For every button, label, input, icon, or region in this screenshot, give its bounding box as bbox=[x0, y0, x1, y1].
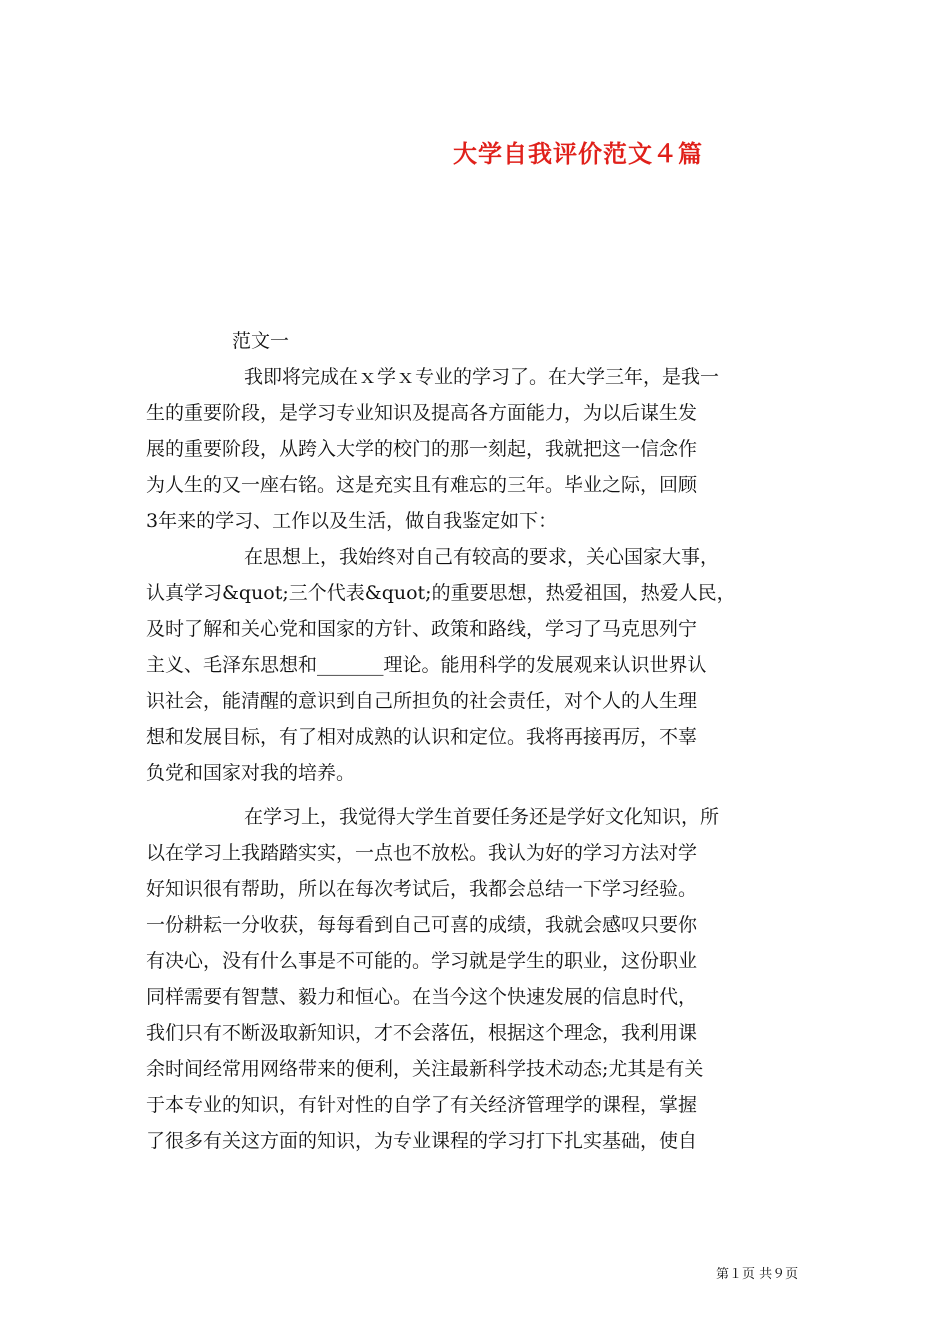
text-line: 于本专业的知识，有针对性的自学了有关经济管理学的课程，掌握 bbox=[146, 1094, 698, 1116]
text-line: 生的重要阶段，是学习专业知识及提高各方面能力，为以后谋生发 bbox=[146, 402, 698, 424]
text-line: 3年来的学习、工作以及生活，做自我鉴定如下： bbox=[146, 510, 558, 532]
text-line: 认真学习&quot;三个代表&quot;的重要思想，热爱祖国，热爱人民， bbox=[146, 582, 736, 604]
text-line: 同样需要有智慧、毅力和恒心。在当今这个快速发展的信息时代， bbox=[146, 986, 698, 1008]
text-line: 为人生的又一座右铭。这是充实且有难忘的三年。毕业之际，回顾 bbox=[146, 474, 698, 496]
text-line: 展的重要阶段，从跨入大学的校门的那一刻起，我就把这一信念作 bbox=[146, 438, 698, 460]
text-line: 一份耕耘一分收获，每每看到自己可喜的成绩，我就会感叹只要你 bbox=[146, 914, 698, 936]
text-line: 了很多有关这方面的知识，为专业课程的学习打下扎实基础，使自 bbox=[146, 1130, 698, 1152]
section-label: 范文一 bbox=[232, 330, 290, 352]
text-line: 及时了解和关心党和国家的方针、政策和路线，学习了马克思列宁 bbox=[146, 618, 698, 640]
text-line: 主义、毛泽东思想和_______理论。能用科学的发展观来认识世界认 bbox=[146, 654, 707, 676]
text-line: 我们只有不断汲取新知识，才不会落伍，根据这个理念，我利用课 bbox=[146, 1022, 698, 1044]
text-line: 想和发展目标，有了相对成熟的认识和定位。我将再接再厉，不辜 bbox=[146, 726, 698, 748]
text-line: 有决心，没有什么事是不可能的。学习就是学生的职业，这份职业 bbox=[146, 950, 698, 972]
text-line: 识社会，能清醒的意识到自己所担负的社会责任，对个人的人生理 bbox=[146, 690, 698, 712]
text-line: 以在学习上我踏踏实实，一点也不放松。我认为好的学习方法对学 bbox=[146, 842, 698, 864]
document-title: 大学自我评价范文４篇 bbox=[453, 139, 703, 168]
text-line: 余时间经常用网络带来的便利，关注最新科学技术动态;尤其是有关 bbox=[146, 1058, 704, 1080]
page-number: 第１页 共９页 bbox=[716, 1267, 799, 1282]
text-line: 我即将完成在ｘ学ｘ专业的学习了。在大学三年，是我一 bbox=[244, 366, 720, 388]
text-line: 在思想上，我始终对自己有较高的要求，关心国家大事， bbox=[244, 546, 720, 568]
text-line: 好知识很有帮助，所以在每次考试后，我都会总结一下学习经验。 bbox=[146, 878, 698, 900]
text-line: 在学习上，我觉得大学生首要任务还是学好文化知识，所 bbox=[244, 806, 720, 828]
text-line: 负党和国家对我的培养。 bbox=[146, 762, 356, 784]
